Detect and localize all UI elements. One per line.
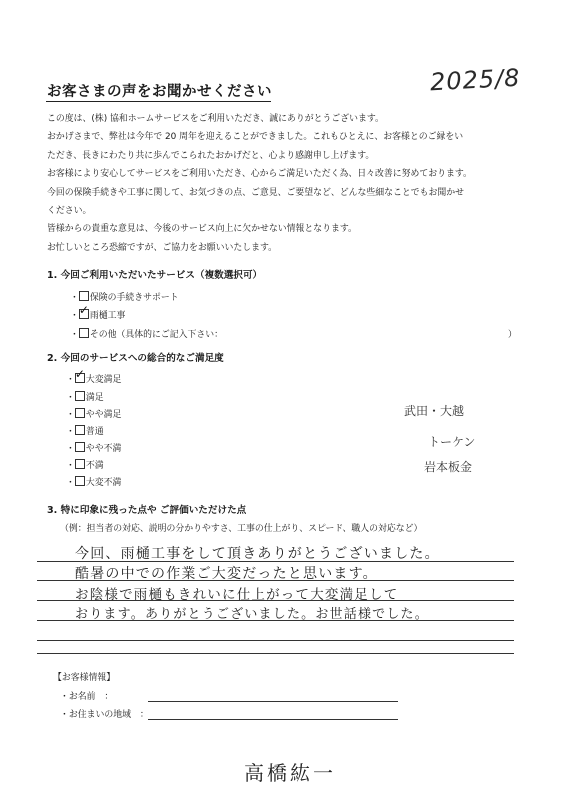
intro-line: この度は、(株) 協和ホームサービスをご利用いただき、誠にありがとうございます。 [47, 114, 384, 124]
checkbox-checked[interactable] [79, 309, 89, 319]
option-label: 満足 [85, 393, 104, 403]
q2-option-very-dissatisfied[interactable]: ・ 大変不満 [66, 478, 122, 488]
q1-other-close-paren: ） [508, 330, 517, 340]
intro-line: 今回の保険手続きや工事に関して、お気づきの点、ご意見、ご要望など、どんな些細なことでもお聞かせ [47, 187, 464, 198]
option-label: やや不満 [85, 444, 122, 454]
handwritten-date: 2025/8 [429, 63, 522, 97]
intro-line: 皆様からの貴重な意見は、今後のサービス向上に欠かせない情報となります。 [47, 224, 357, 235]
option-label: 雨樋工事 [89, 311, 126, 321]
checkbox[interactable] [75, 408, 85, 418]
option-label: やや満足 [85, 410, 122, 420]
option-label: 保険の手続きサポート [89, 293, 179, 303]
option-label: 大変不満 [85, 478, 122, 488]
q1-title: 1. 今回ご利用いただいたサービス（複数選択可） [47, 270, 263, 281]
staff-note-line: 武田・大越 [404, 404, 465, 418]
intro-line: ただき、長きにわたり共に歩んでこられたおかげだと、心より感謝申し上げます。 [47, 150, 375, 161]
answer-rule [37, 653, 514, 654]
intro-line: ください。 [47, 206, 92, 217]
customer-info-label: 【お客様情報】 [53, 673, 116, 683]
q2-option-very-satisfied[interactable]: ・✓ 大変満足 [66, 372, 121, 385]
checkbox[interactable] [75, 459, 85, 469]
answer-text-line: 酷暑の中での作業ご大変だったと思います。 [75, 566, 378, 582]
checkbox[interactable] [75, 476, 85, 486]
area-field[interactable] [148, 719, 398, 720]
answer-text-line: 今回、雨樋工事をして頂きありがとうございました。 [75, 546, 440, 562]
q2-option-somewhat-satisfied[interactable]: ・ やや満足 [66, 410, 122, 420]
option-label: 大変満足 [85, 375, 122, 385]
intro-line: おかげさまで、弊社は今年で 20 周年を迎えることができました。これもひとえに、お客様とのご縁をい [47, 132, 464, 143]
checkbox[interactable] [75, 425, 85, 435]
option-label: 普通 [85, 427, 104, 437]
q2-option-neutral[interactable]: ・ 普通 [66, 427, 104, 437]
checkbox[interactable] [79, 291, 89, 301]
area-label: ・お住まいの地域 ： [60, 710, 149, 720]
q1-option-gutter[interactable]: ・✓ 雨樋工事 [70, 308, 125, 321]
answer-rule [37, 640, 514, 641]
q2-option-dissatisfied[interactable]: ・ 不満 [66, 461, 104, 471]
intro-line: お客様により安心してサービスをご利用いただき、心からご満足いただく為、日々改善に努めております。 [47, 169, 472, 180]
q2-title: 2. 今回のサービスへの総合的なご満足度 [47, 353, 224, 364]
answer-text-line: お陰様で雨樋もきれいに仕上がって大変満足して [75, 587, 399, 603]
option-label: その他（具体的にご記入下さい： [89, 330, 223, 340]
title-underline [46, 101, 271, 102]
option-label: 不満 [85, 461, 104, 471]
answer-text-line: おります。ありがとうございました。お世話様でした。 [75, 607, 429, 622]
checkbox[interactable] [75, 442, 85, 452]
q1-option-insurance[interactable]: ・ 保険の手続きサポート [70, 293, 179, 303]
staff-note-line: トーケン [428, 435, 476, 449]
intro-text [47, 110, 472, 257]
q3-subtitle: （例：担当者の対応、説明の分かりやすさ、工事の仕上がり、スピード、職人の対応など） [60, 524, 423, 534]
q2-option-somewhat-dissatisfied[interactable]: ・ やや不満 [66, 444, 122, 454]
q1-option-other[interactable]: ・ その他（具体的にご記入下さい： [70, 330, 223, 340]
staff-note-line: 岩本板金 [424, 460, 473, 474]
name-label: ・お名前 ： [60, 692, 114, 702]
handwritten-signature: 高橋紘一 [244, 761, 336, 785]
q3-title: 3. 特に印象に残った点や ご評価いただけた点 [47, 505, 247, 516]
checkbox[interactable] [79, 328, 89, 338]
checkbox-checked[interactable] [75, 373, 85, 383]
name-field[interactable] [148, 701, 398, 702]
intro-line: お忙しいところ恐縮ですが、ご協力をお願いいたします。 [47, 242, 278, 253]
page-title: お客さまの声をお聞かせください [47, 84, 272, 100]
q2-option-satisfied[interactable]: ・ 満足 [66, 393, 104, 403]
checkbox[interactable] [75, 391, 85, 401]
